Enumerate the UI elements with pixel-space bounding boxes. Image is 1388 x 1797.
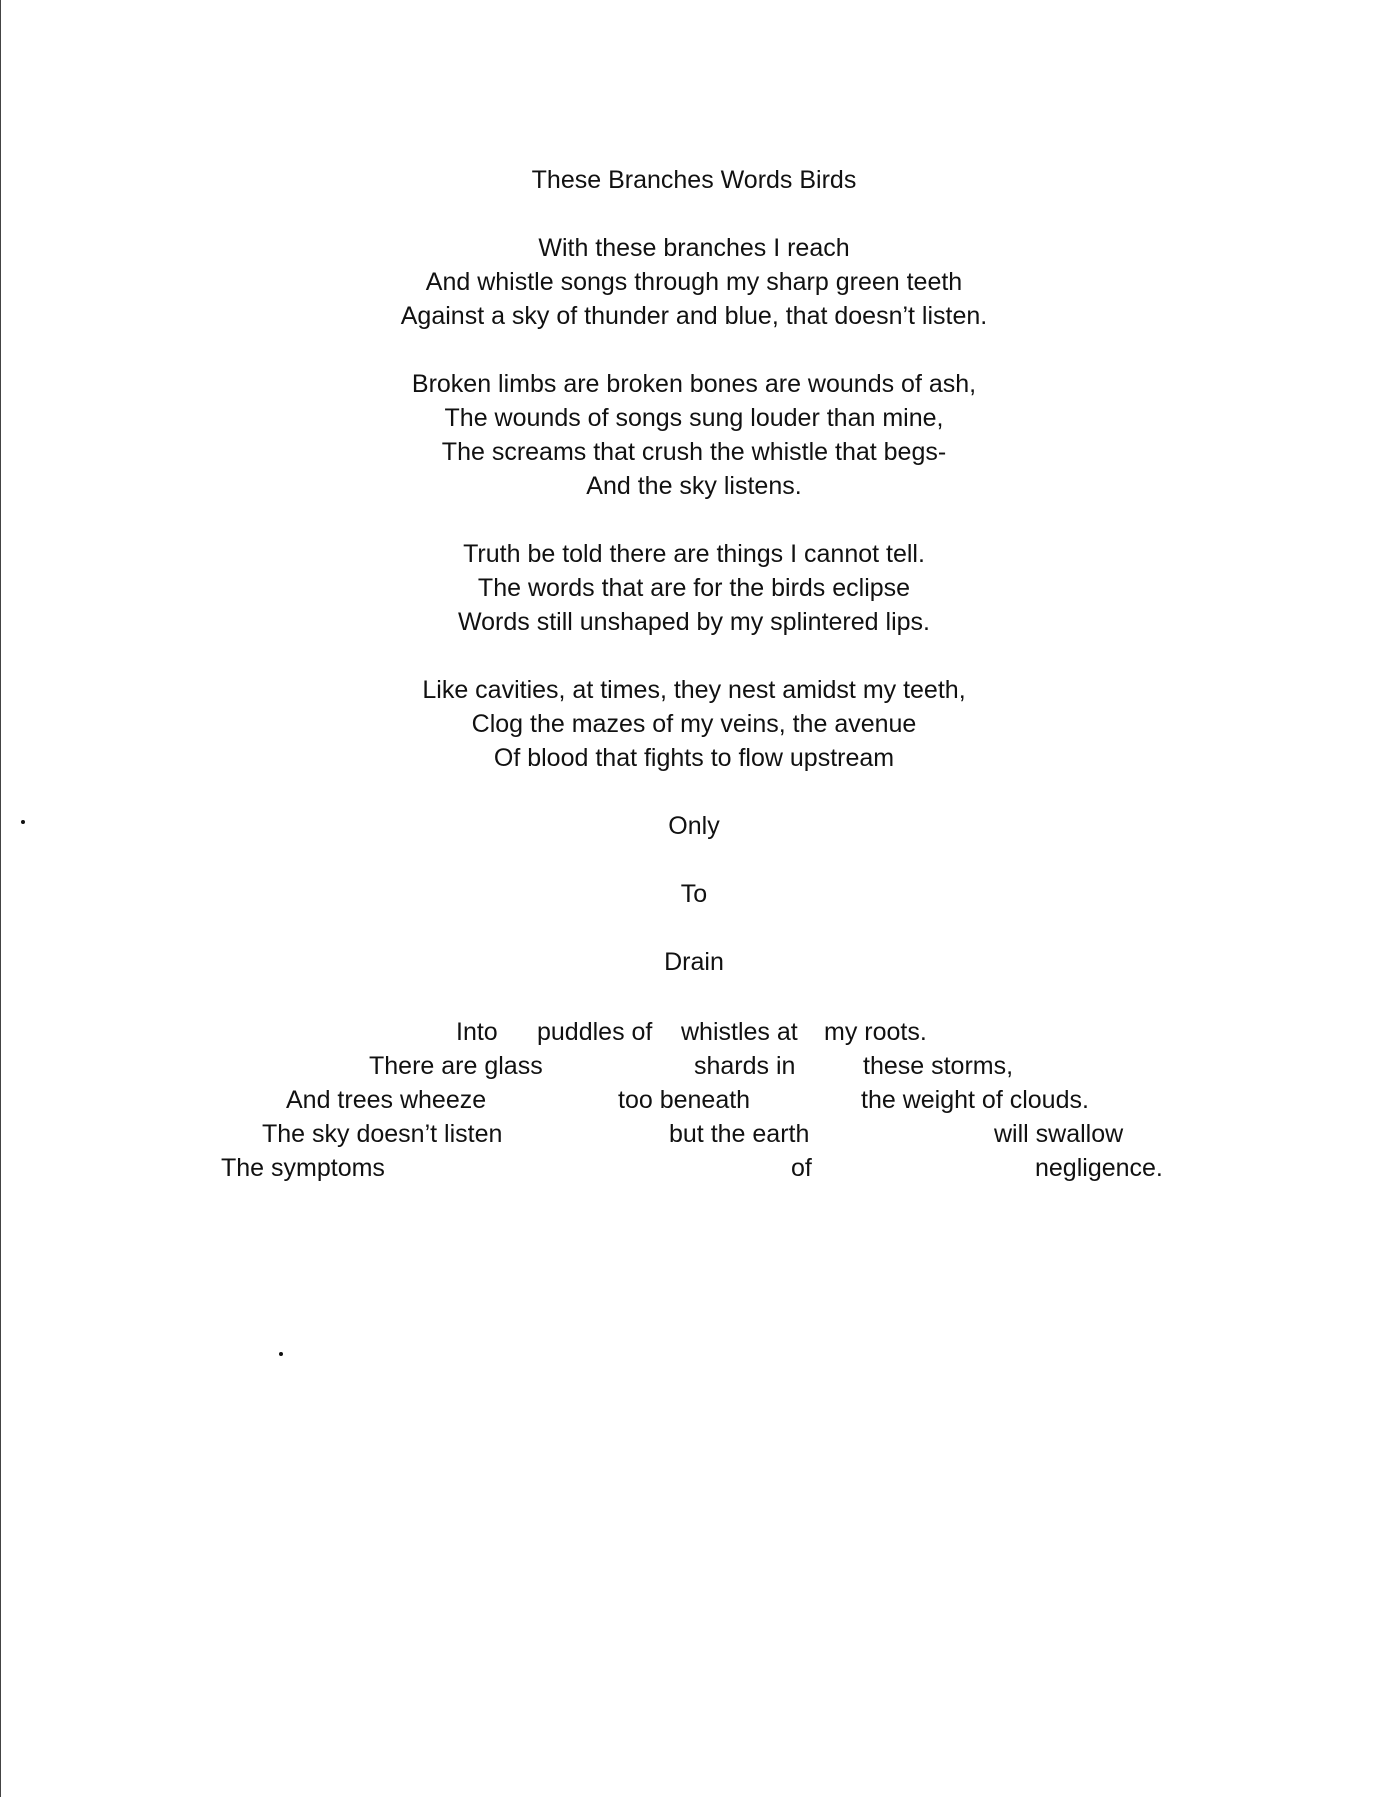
scattered-fragment: Into xyxy=(456,1018,498,1046)
poem-line: And the sky listens. xyxy=(586,472,802,500)
poem-line: With these branches I reach xyxy=(538,234,850,262)
stanza-1 xyxy=(0,231,1388,333)
scattered-fragment: puddles of xyxy=(537,1018,653,1046)
poem-line: Like cavities, at times, they nest amidst my teeth, xyxy=(422,676,966,704)
poem-line: Of blood that fights to flow upstream xyxy=(493,744,895,772)
poem-line: Clog the mazes of my veins, the avenue xyxy=(471,710,917,738)
stanza-2 xyxy=(0,367,1388,503)
poem-line: The wounds of songs sung louder than mine, xyxy=(444,404,944,432)
stanza-3 xyxy=(0,537,1388,639)
scattered-fragment: too beneath xyxy=(618,1086,751,1114)
scattered-fragment: shards in xyxy=(694,1052,796,1080)
poem-line: The screams that crush the whistle that begs- xyxy=(441,438,947,466)
stray-dot-mark xyxy=(21,820,25,824)
poem-line: Broken limbs are broken bones are wounds of ash, xyxy=(411,370,977,398)
stray-dot-mark xyxy=(279,1352,283,1356)
poem-line: The words that are for the birds eclipse xyxy=(477,574,911,602)
scattered-fragment: The symptoms xyxy=(221,1154,385,1182)
poem-line: Against a sky of thunder and blue, that doesn’t listen. xyxy=(400,302,988,330)
scattered-fragment: these storms, xyxy=(863,1052,1014,1080)
poem-line: Truth be told there are things I cannot tell. xyxy=(463,540,925,568)
scattered-fragment: will swallow xyxy=(994,1120,1124,1148)
scattered-fragment: my roots. xyxy=(824,1018,927,1046)
scattered-fragment: the weight of clouds. xyxy=(861,1086,1089,1114)
scattered-fragment: And trees wheeze xyxy=(286,1086,487,1114)
scattered-fragment: whistles at xyxy=(681,1018,798,1046)
single-word-line: Only xyxy=(668,812,720,840)
poem-line: Words still unshaped by my splintered lips. xyxy=(458,608,930,636)
scattered-fragment: There are glass xyxy=(369,1052,543,1080)
single-word-line: Drain xyxy=(664,948,724,976)
poem-title: These Branches Words Birds xyxy=(531,166,857,194)
scattered-fragment: The sky doesn’t listen xyxy=(262,1120,503,1148)
scattered-fragment: of xyxy=(791,1154,812,1182)
single-word-line: To xyxy=(680,880,708,908)
stanza-4 xyxy=(0,673,1388,775)
scattered-fragment: negligence. xyxy=(1035,1154,1163,1182)
poem-line: And whistle songs through my sharp green teeth xyxy=(425,268,963,296)
scattered-fragment: but the earth xyxy=(669,1120,810,1148)
